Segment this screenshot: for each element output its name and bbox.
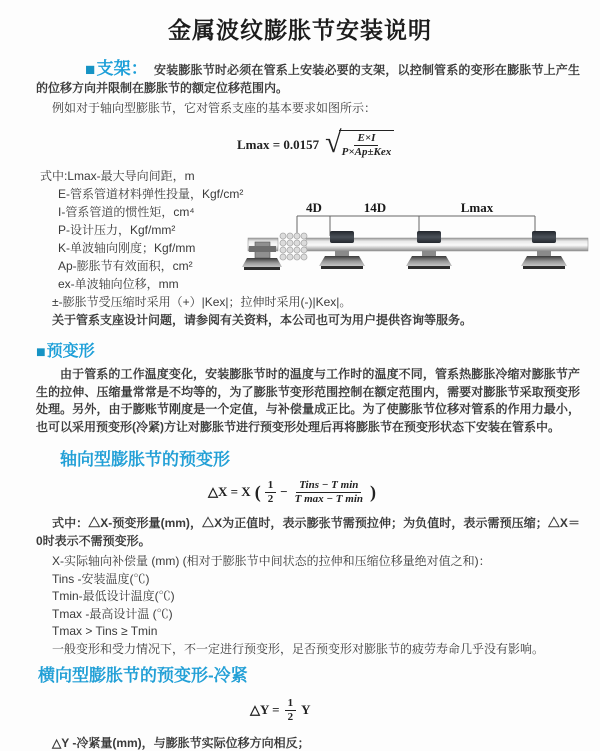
axial-explain-paragraph: 式中：△X-预变形量(mm)，△X为正值时，表示膨张节需预拉伸；为负值时，表示需预压缩；△X＝0时表示不需预变形。	[36, 516, 580, 548]
half-fraction	[285, 697, 297, 723]
definition-line: ex-单波轴向位移，mm	[58, 277, 179, 291]
page-title: 金属波纹膨胀节安装说明	[168, 17, 432, 43]
definition-line: 一般变形和受力情况下，不一定进行预变形，足否预变形对膨胀节的疲劳寿命几乎没有影响。	[52, 641, 545, 656]
axial-subheading: 轴向型膨胀节的预变形	[60, 450, 230, 469]
fraction-denominator: T max − T min	[294, 492, 363, 505]
definition-line: Tmin-最低设计温度(℃)	[52, 589, 175, 603]
half-fraction	[265, 479, 277, 505]
formula-lhs: △Y =	[250, 702, 280, 717]
definition-line: 式中:Lmax-最大导向间距，m	[40, 169, 195, 183]
temperature-fraction	[292, 479, 366, 505]
lmax-formula	[237, 127, 600, 163]
root-fraction	[339, 130, 395, 158]
dim-label-4d: 4D	[306, 200, 322, 215]
support-example-line: 例如对于轴向型膨胀节，它对管系支座的基本要求如图所示：	[52, 101, 377, 115]
formula-rhs: Y	[301, 702, 311, 717]
plus-minus-note: ±-膨胀节受压缩时采用（+）|Kex|；拉伸时采用(-)|Kex|。	[52, 295, 352, 309]
definition-line: X-实际轴向补偿量 (mm) (相对于膨胀节中间状态的拉伸和压缩位移量绝对值之和)：	[52, 554, 491, 568]
axial-definitions	[52, 553, 580, 658]
predeform-paragraph: 由于管系的工作温度变化，安装膨胀节时的温度与工作时的温度不同，管系热膨胀冷缩对膨胀节产生的拉伸、压缩量常常是不均等的，为了膨胀节变形范围控制在额定范围内，需要对膨胀节采取预变形处理。另外，由于膨账节刚度是一个定值，与补偿量成正比。为了使膨胀节位移对管系的作用力最小，也可以采用预变形(冷紧)方让对膨胀节进行预变形处理后再将膨胀节在预变形状态下安装在管系中。	[36, 367, 580, 434]
definition-line: I-管系管道的惯性矩，cm⁴	[58, 205, 195, 219]
definition-line: E-管系管道材料弹性投量，Kgf/cm²	[58, 187, 244, 201]
fraction-numerator: E×I	[354, 132, 378, 146]
formula-lhs: Lmax = 0.0157	[237, 137, 320, 152]
fraction-denominator: 2	[287, 710, 294, 723]
minus-sign: −	[280, 484, 288, 499]
section-marker-square: ■	[36, 344, 46, 361]
definition-line: Tmax > Tins ≥ Tmin	[52, 624, 158, 638]
close-paren: )	[370, 481, 376, 502]
definitions-and-diagram	[0, 167, 600, 293]
fraction-numerator: 1	[285, 697, 297, 711]
definition-line: P-设计压力，Kgf/mm²	[58, 223, 176, 237]
open-paren: (	[254, 481, 261, 502]
fraction-numerator: Tins − T min	[296, 479, 361, 493]
dim-label-14d: 14D	[363, 200, 387, 215]
axial-predeform-formula	[208, 476, 600, 508]
fraction-numerator: 1	[265, 479, 277, 493]
definition-line: K-单波轴向刚度；Kgf/mm	[58, 241, 196, 255]
fraction-denominator: 2	[267, 492, 274, 505]
consult-note: 关于管系支座设计问题，请参阅有关资料，本公司也可为用户提供咨询等服务。	[52, 313, 473, 327]
definition-line: Ap-膨胀节有效面积，cm²	[58, 259, 193, 273]
definition-line: Tins -安装温度(℃)	[52, 571, 150, 586]
predeform-section-heading-row	[36, 338, 600, 362]
transverse-subheading: 横向型膨胀节的预变形-冷紧	[38, 666, 248, 685]
support-section-heading: 支架：	[96, 59, 148, 78]
bellows-icon	[280, 233, 307, 260]
definition-line: Tmax -最高设计温 (℃)	[52, 606, 173, 621]
support-intro-paragraph	[36, 60, 580, 97]
support-intro-text: 安装膨胀节时必须在管系上安装必要的支架，以控制管系的变形在膨胀节上产生的位移方向并限制在膨胀节的额定位移范围内。	[36, 63, 580, 95]
cold-tension-note: △Y -冷紧量(mm)，与膨胀节实际位移方向相反；	[52, 736, 310, 750]
cold-tension-formula	[250, 695, 600, 725]
fraction-denominator: P×Ap±Kex	[341, 145, 392, 158]
square-root	[325, 126, 394, 160]
dim-label-lmax: Lmax	[460, 200, 494, 215]
pipe-support-diagram	[230, 198, 594, 295]
formula-lhs: △X = X	[208, 484, 251, 499]
section-marker-square: ■	[85, 60, 96, 79]
predeform-section-heading: 预变形	[46, 343, 95, 360]
radical-sign: √	[325, 126, 342, 159]
